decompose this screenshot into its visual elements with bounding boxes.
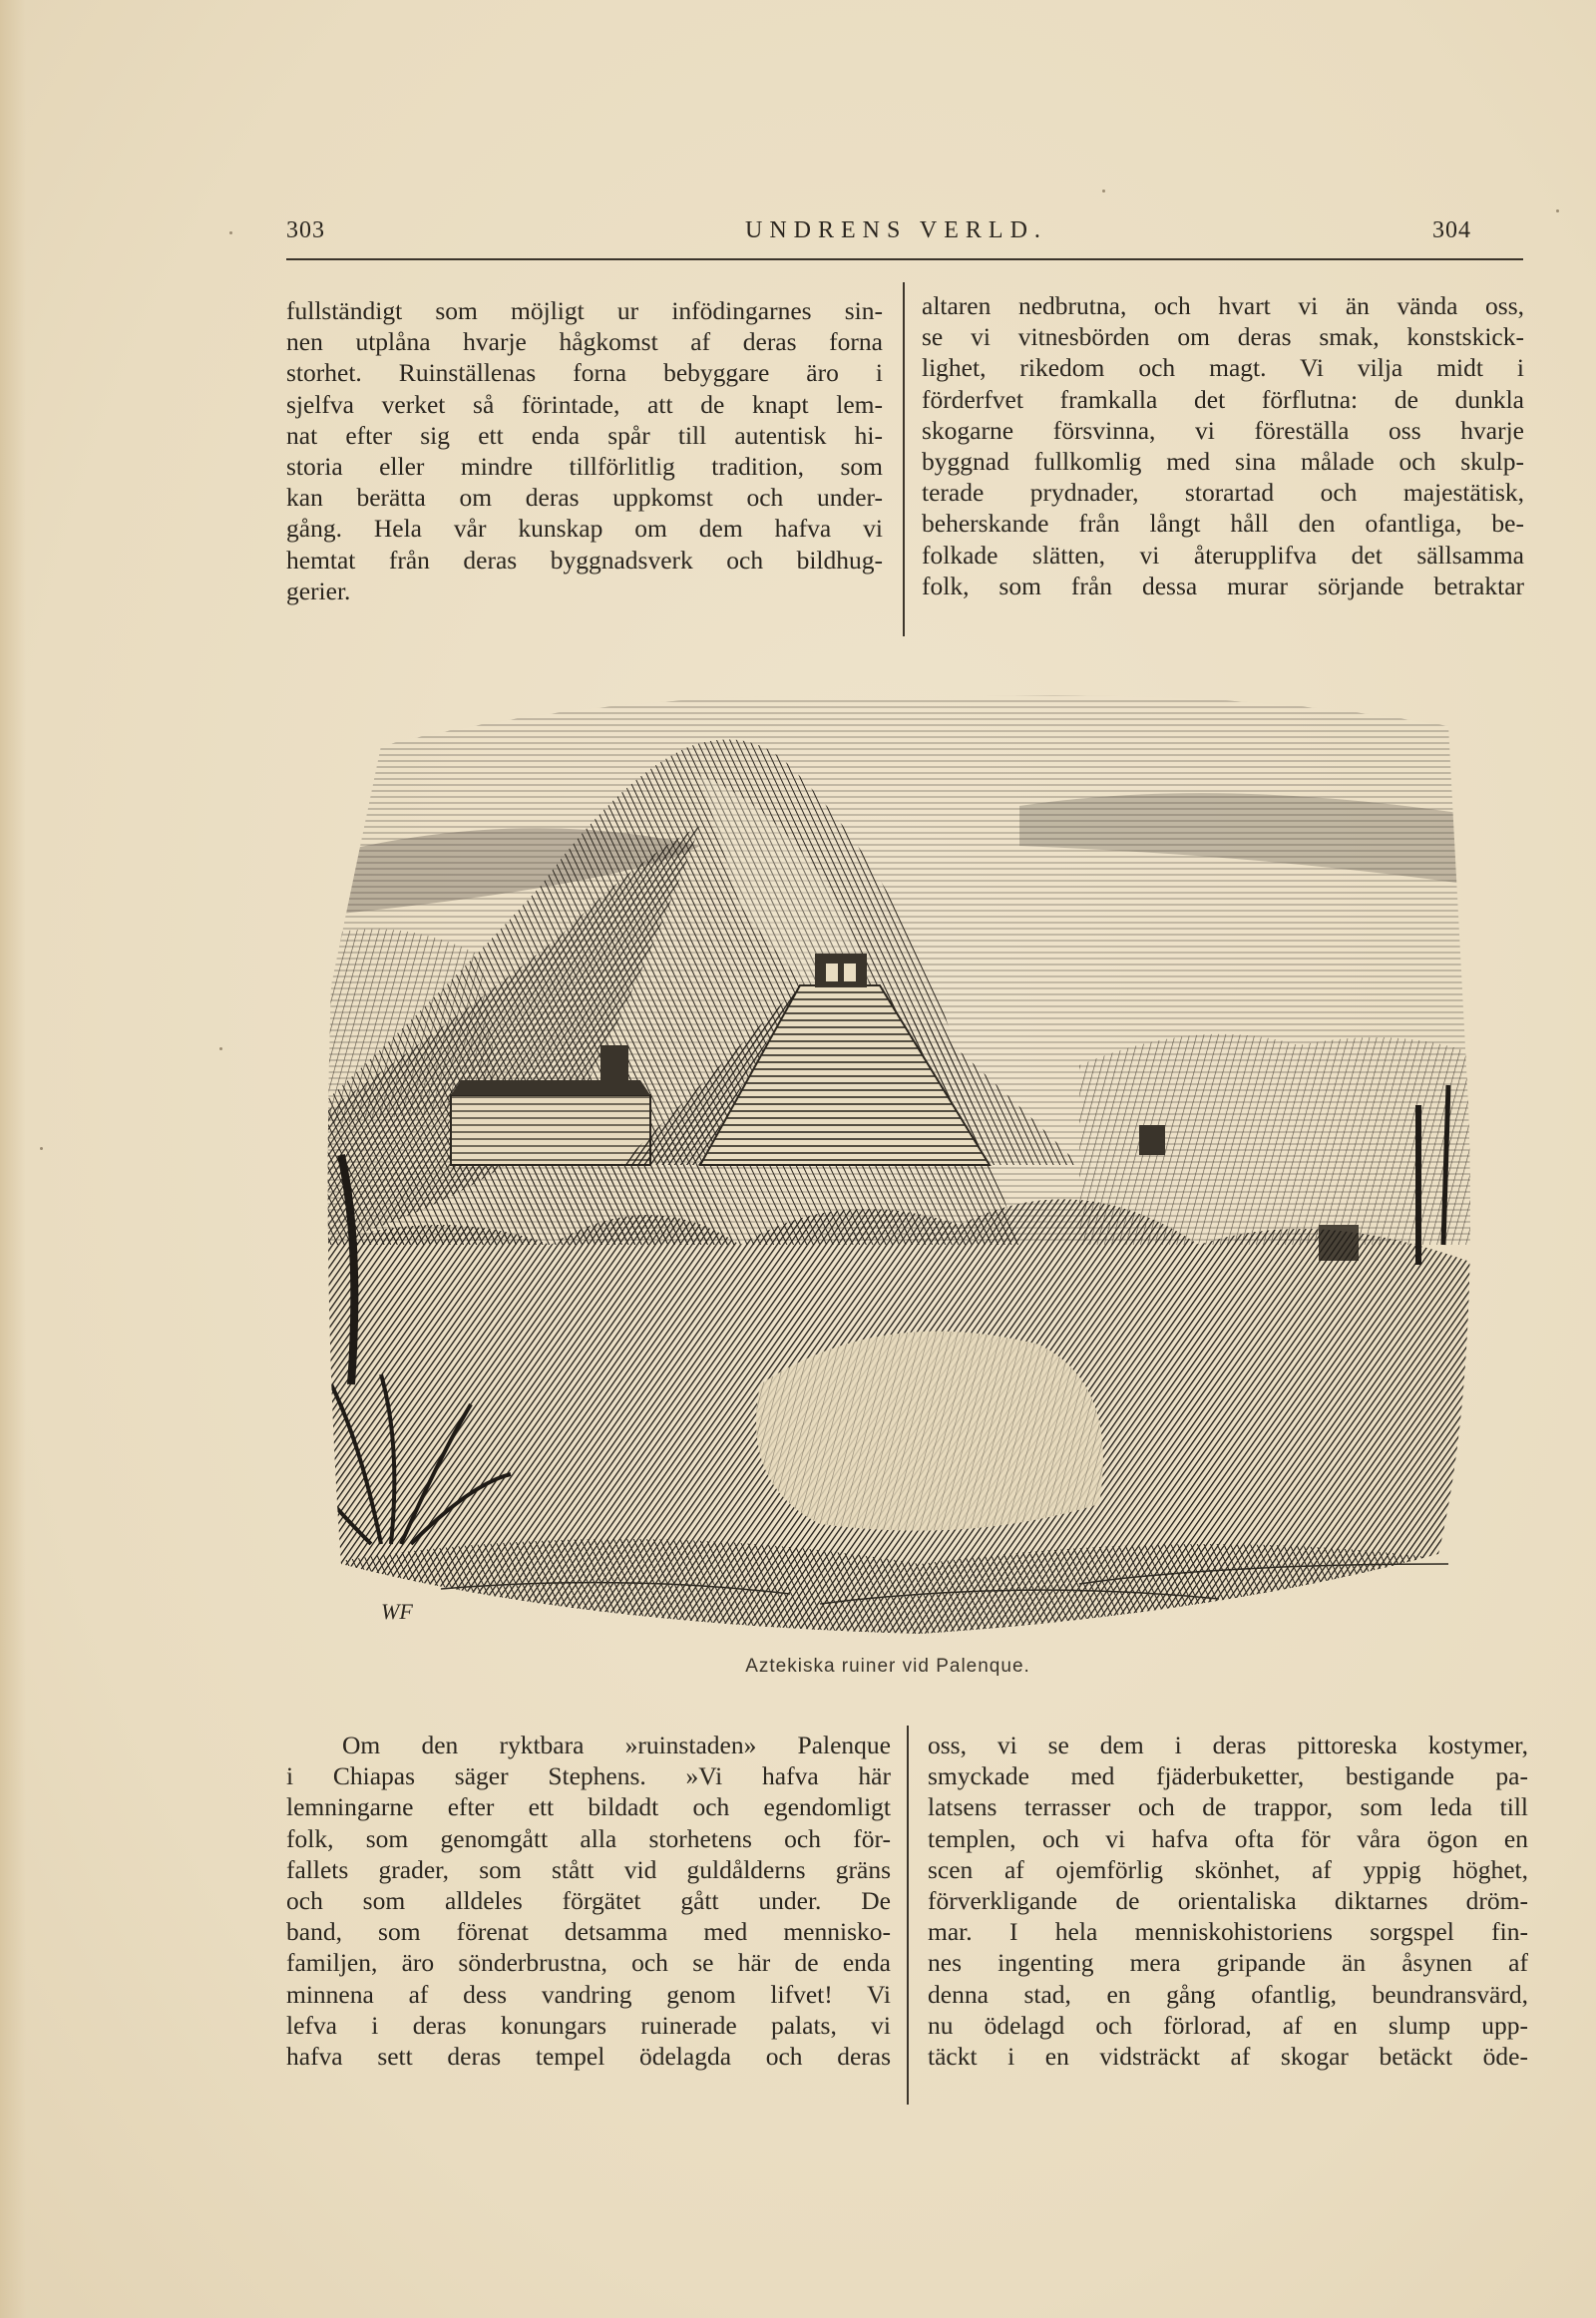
text-line: förverkligande de orientaliska diktarnes dröm-	[928, 1886, 1528, 1916]
text-line: beherskande från långt håll den ofantliga, be-	[922, 509, 1524, 539]
running-head	[286, 217, 1483, 251]
text-line: nu ödelagd och förlorad, af en slump upp-	[928, 2010, 1528, 2040]
page-fold-shadow	[0, 0, 26, 2318]
engraver-signature: WF	[381, 1599, 413, 1624]
text-column-bottom-left	[286, 1730, 891, 2072]
text-line: storia eller mindre tillförlitlig tradition, som	[286, 452, 883, 482]
text-line: folkade slätten, vi återupplifva det sällsamma	[922, 540, 1524, 570]
text-line: nat efter sig ett enda spår till autentisk hi-	[286, 420, 883, 450]
text-line: byggnad fullkomlig med sina målade och skulp-	[922, 447, 1524, 477]
text-line: och som alldeles förgätet gått under. De	[286, 1886, 891, 1916]
text-line: lighet, rikedom och magt. Vi vilja midt i	[922, 353, 1524, 383]
running-title: UNDRENS VERLD.	[745, 217, 1047, 243]
text-line: folk, som genomgått alla storhetens och för-	[286, 1823, 891, 1853]
text-column-top-right	[922, 290, 1524, 601]
page-number-right: 304	[1432, 217, 1471, 243]
small-temple-right	[1139, 1125, 1165, 1155]
text-line: templen, och vi hafva ofta för våra ögon en	[928, 1823, 1528, 1853]
text-line: skogarne försvinna, vi föreställa oss hvarje	[922, 415, 1524, 445]
text-line: denna stad, en gång ofantlig, beundransvärd,	[928, 1979, 1528, 2009]
text-line: förderfvet framkalla det förflutna: de dunkla	[922, 384, 1524, 414]
page-number-left: 303	[286, 217, 325, 243]
header-rule	[286, 258, 1523, 260]
text-line: fullständigt som möjligt ur infödingarnes sin-	[286, 296, 883, 325]
text-column-bottom-right	[928, 1730, 1528, 2072]
text-line: lemningarne efter ett bildadt och egendomligt	[286, 1792, 891, 1822]
text-line: hemtat från deras byggnadsverk och bildhug-	[286, 545, 883, 575]
text-line: hafva sett deras tempel ödelagda och deras	[286, 2042, 891, 2072]
text-line: band, som förenat detsamma med mennisko-	[286, 1917, 891, 1947]
text-line: familjen, äro sönderbrustna, och se här de enda	[286, 1948, 891, 1978]
illustration-caption: Aztekiska ruiner vid Palenque.	[745, 1656, 1030, 1677]
text-line: scen af ojemförlig skönhet, af yppig höghet,	[928, 1854, 1528, 1884]
text-line: fallets grader, som stått vid guldålderns gräns	[286, 1854, 891, 1884]
text-line: mar. I hela menniskohistoriens sorgspel fin-	[928, 1917, 1528, 1947]
text-line: smyckade med fjäderbuketter, bestigande pa-	[928, 1761, 1528, 1791]
text-line: Om den ryktbara »ruinstaden» Palenque	[342, 1731, 891, 1759]
text-line: täckt i en vidsträckt af skogar betäckt öde-	[928, 2042, 1528, 2072]
text-line: nes ingenting mera gripande än åsynen af	[928, 1948, 1528, 1978]
text-line: kan berätta om deras uppkomst och under-	[286, 483, 883, 513]
text-line: gerier.	[286, 576, 351, 605]
text-column-top-left	[286, 295, 883, 606]
text-line: se vi vitnesbörden om deras smak, konstskick-	[922, 322, 1524, 352]
column-divider-top	[903, 282, 905, 636]
text-line: latsens terrasser och de trappor, som leda till	[928, 1792, 1528, 1822]
engraving-illustration	[321, 686, 1478, 1646]
text-line: folk, som från dessa murar sörjande betraktar	[922, 571, 1524, 600]
text-line: i Chiapas säger Stephens. »Vi hafva här	[286, 1761, 891, 1791]
text-line: gång. Hela vår kunskap om dem hafva vi	[286, 514, 883, 544]
column-divider-bottom	[907, 1726, 909, 2105]
text-line: sjelfva verket så förintade, att de knapt lem-	[286, 389, 883, 419]
text-line: altaren nedbrutna, och hvart vi än vända oss,	[922, 291, 1524, 320]
text-line: storhet. Ruinställenas forna bebyggare äro i	[286, 358, 883, 388]
text-line: nen utplåna hvarje hågkomst af deras forna	[286, 327, 883, 357]
text-line: terade prydnader, storartad och majestätisk,	[922, 478, 1524, 508]
text-line: lefva i deras konungars ruinerade palats, vi	[286, 2010, 891, 2040]
text-line: minnena af dess vandring genom lifvet! Vi	[286, 1979, 891, 2009]
text-line: oss, vi se dem i deras pittoreska kostymer,	[928, 1731, 1528, 1759]
